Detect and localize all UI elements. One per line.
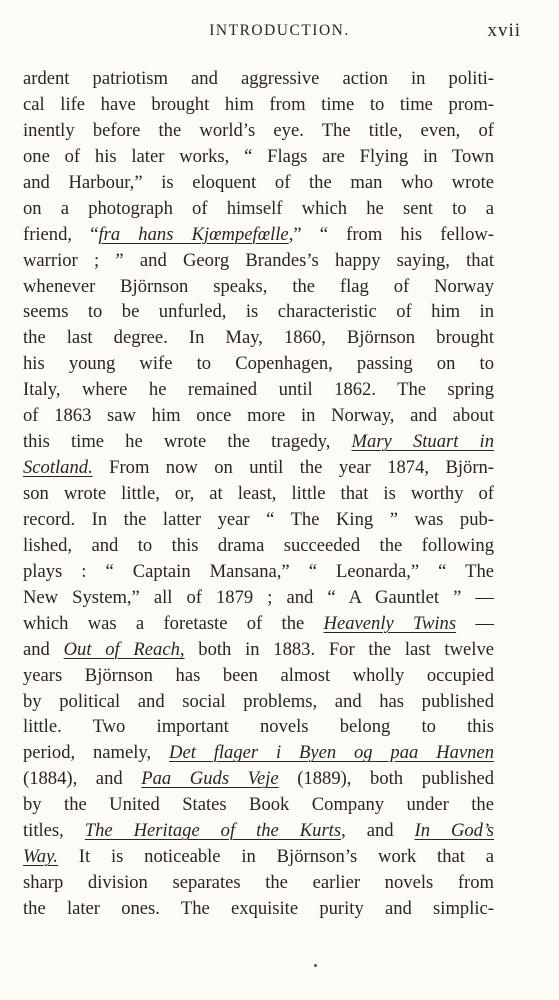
text-line	[23, 663, 494, 689]
text-segment: by political and social problems, and has published	[23, 690, 494, 712]
text-line	[23, 896, 494, 922]
text-segment: both in 1883. For the last twelve	[184, 638, 494, 660]
text-segment: record. In the latter year “ The King ” was pub-	[23, 508, 494, 530]
italic-title: The Heritage of the Kurts	[84, 820, 342, 842]
text-line	[23, 196, 494, 222]
body-text	[23, 66, 494, 922]
text-line	[23, 429, 494, 455]
text-segment: —	[456, 612, 494, 634]
italic-title: Paa Guds Veje	[141, 768, 279, 790]
text-line	[23, 740, 494, 766]
text-line	[23, 377, 494, 403]
italic-title: In God’s	[414, 820, 494, 842]
text-line	[23, 481, 494, 507]
text-segment: by the United States Book Company under the	[23, 794, 494, 816]
text-segment: son wrote little, or, at least, little that is worthy of	[23, 483, 494, 504]
text-segment: the last degree. In May, 1860, Björnson brought	[23, 327, 494, 349]
text-line	[23, 559, 494, 585]
text-segment: inently before the world’s eye. The title, even, of	[23, 119, 494, 141]
text-segment: one of his later works, “ Flags are Flying in Town	[23, 145, 494, 167]
text-segment: friend, “	[23, 223, 99, 245]
text-line	[23, 92, 494, 118]
text-segment: little. Two important novels belong to this	[23, 716, 494, 738]
text-segment: which was a foretaste of the	[23, 612, 324, 634]
text-segment: plays : “ Captain Mansana,” “ Leonarda,” “ The	[23, 560, 494, 582]
text-segment: It is noticeable in Björnson’s work that a	[57, 846, 494, 868]
running-title: INTRODUCTION.	[209, 22, 350, 39]
text-segment: this time he wrote the tragedy,	[23, 431, 352, 453]
text-segment: cal life have brought him from time to time prom-	[23, 93, 494, 115]
text-line	[23, 325, 494, 351]
running-head	[0, 22, 559, 46]
text-line	[23, 611, 494, 637]
text-line	[23, 637, 494, 663]
text-line	[23, 144, 494, 170]
text-line	[23, 766, 494, 792]
text-segment: warrior ; ” and Georg Brandes’s happy saying, that	[23, 249, 494, 271]
text-line	[23, 299, 494, 325]
text-segment: New System,” all of 1879 ; and “ A Gauntlet ” —	[23, 586, 494, 608]
italic-title: Out of Reach,	[63, 638, 185, 660]
text-segment: sharp division separates the earlier novels from	[23, 872, 494, 894]
text-segment: From now on until the year 1874, Björn-	[92, 457, 494, 479]
text-segment: on a photograph of himself which he sent to a	[23, 197, 494, 219]
italic-title: Det flager i Byen og paa Havnen	[169, 742, 494, 764]
text-line	[23, 844, 494, 870]
italic-title: Heavenly Twins	[323, 612, 457, 634]
text-line	[23, 170, 494, 196]
text-segment: the later ones. The exquisite purity and simplic-	[23, 898, 494, 919]
text-line	[23, 222, 494, 248]
text-line	[23, 507, 494, 533]
text-line	[23, 533, 494, 559]
text-line	[23, 714, 494, 740]
text-line	[23, 689, 494, 715]
text-segment: ,” “ from his fellow-	[288, 223, 494, 245]
text-segment: ardent patriotism and aggressive action in politi-	[23, 68, 494, 89]
text-line	[23, 351, 494, 377]
text-segment: lished, and to this drama succeeded the following	[23, 534, 494, 556]
italic-title: Mary Stuart in	[351, 431, 494, 453]
text-segment: whenever Björnson speaks, the flag of Norway	[23, 275, 494, 297]
text-line	[23, 818, 494, 844]
text-line	[23, 403, 494, 429]
text-segment: (1889), both published	[278, 768, 494, 790]
text-segment: his young wife to Copenhagen, passing on to	[23, 353, 494, 375]
text-line	[23, 66, 494, 92]
text-segment: of 1863 saw him once more in Norway, and about	[23, 405, 494, 427]
text-segment: period, namely,	[23, 742, 170, 764]
text-line	[23, 274, 494, 300]
italic-title: Scotland.	[23, 457, 93, 479]
italic-title: Way.	[23, 846, 58, 868]
text-line	[23, 870, 494, 896]
text-line	[23, 585, 494, 611]
italic-title: fra hans Kjœmpefœlle	[98, 223, 289, 245]
text-segment: Italy, where he remained until 1862. The spring	[23, 379, 494, 401]
text-segment: (1884), and	[23, 768, 142, 790]
printer-mark	[314, 964, 317, 967]
text-segment: years Björnson has been almost wholly occupied	[23, 664, 494, 686]
text-segment: titles,	[23, 820, 85, 842]
text-line	[23, 455, 494, 481]
text-line	[23, 792, 494, 818]
text-segment: and	[23, 638, 64, 660]
text-segment: , and	[341, 820, 415, 842]
page-number: xvii	[487, 20, 521, 41]
text-segment: seems to be unfurled, is characteristic of him in	[23, 301, 494, 323]
text-line	[23, 118, 494, 144]
text-line	[23, 248, 494, 274]
text-segment: and Harbour,” is eloquent of the man who wrote	[23, 171, 494, 193]
